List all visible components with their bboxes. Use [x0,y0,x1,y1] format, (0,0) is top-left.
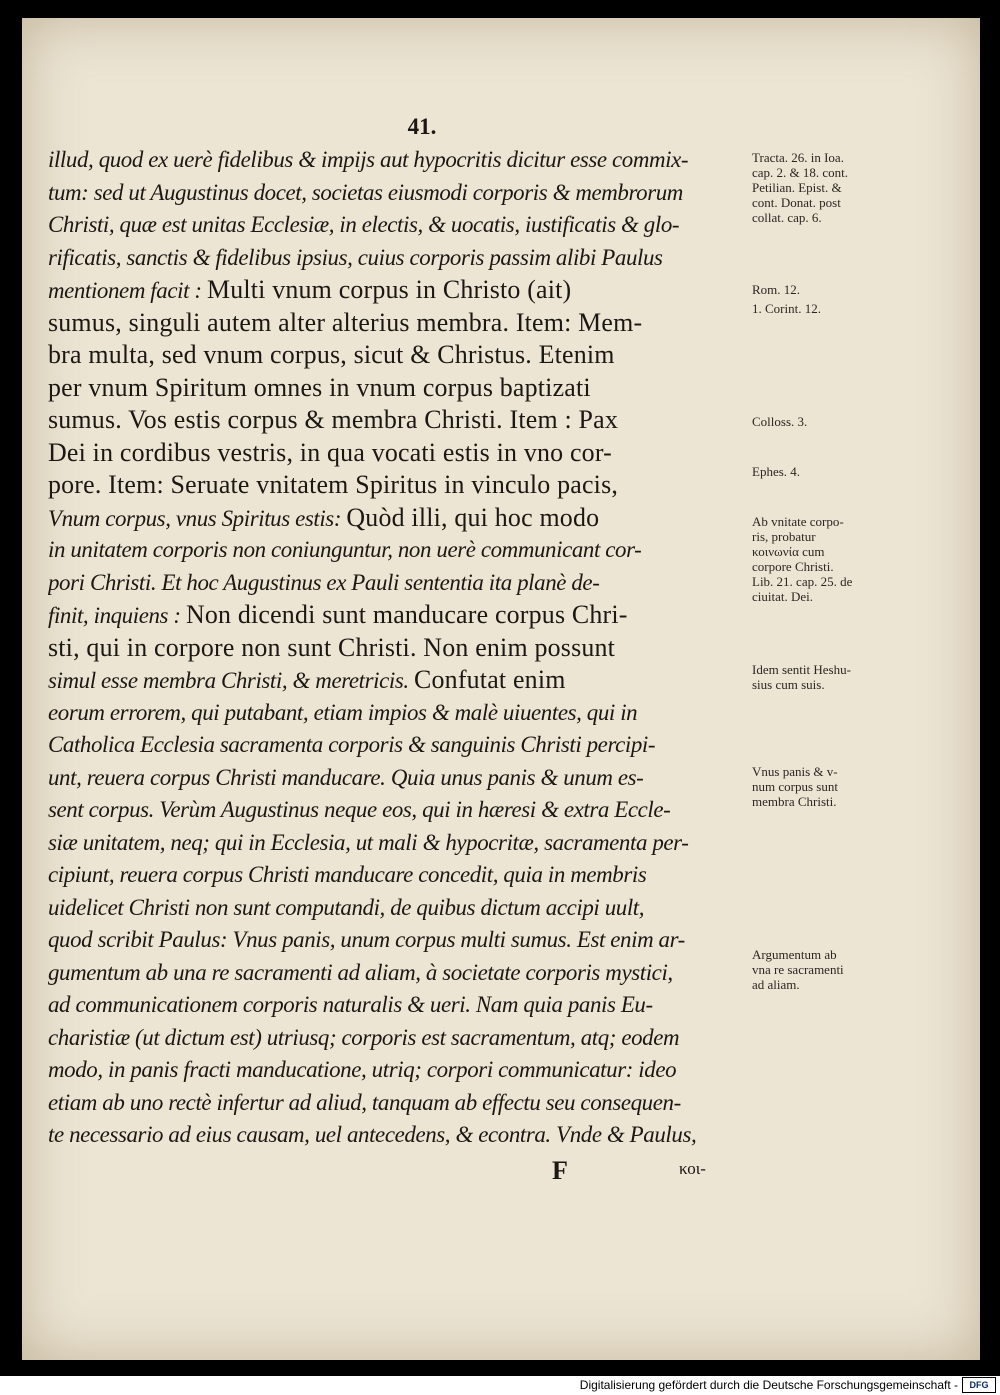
text-line: unt, reuera corpus Christi manducare. Quia unus panis & unum es- [48,764,644,790]
margin-note-vnus-panis: Vnus panis & v- num corpus sunt membra Christi. [752,764,838,809]
text-line [48,599,758,632]
text-line: tum: sed ut Augustinus docet, societas eiusmodi corporis & membrorum [48,179,683,205]
text-line [48,274,758,307]
text-line: siæ unitatem, neq; qui in Ecclesia, ut mali & hypocritæ, sacramenta per- [48,829,689,855]
text-line: modo, in panis fracti manducatione, utriq; corpori communicatur: ideo [48,1057,677,1082]
text-line: te necessario ad eius causam, uel antecedens, & econtra. Vnde & Paulus, [48,1122,697,1147]
italic-segment: finit, inquiens : [48,603,186,628]
italic-segment: simul esse membra Christi, & meretricis. [48,668,415,693]
text-line: cipiunt, reuera corpus Christi manducare concedit, quia in membris [48,862,647,887]
text-line: sti, qui in corpore non sunt Christi. Non enim possunt [48,632,616,662]
text-line: Christi, quæ est unitas Ecclesiæ, in electis, & uocatis, iustificatis & glo- [48,212,680,237]
main-text-block [48,144,758,1152]
text-line: Dei in cordibus vestris, in qua vocati estis in vno cor- [48,437,612,467]
text-line: Catholica Ecclesia sacramenta corporis & sanguinis Christi percipi- [48,732,656,757]
page-number: 41. [407,114,437,139]
text-line: per vnum Spiritum omnes in vnum corpus baptizati [48,372,591,402]
text-line: gumentum ab una re sacramenti ad aliam, à societate corporis mystici, [48,959,673,985]
margin-note-heshusius: Idem sentit Heshu- sius cum suis. [752,662,851,692]
dfg-logo: DFG [962,1377,996,1393]
footer-credit: Digitalisierung gefördert durch die Deutsche Forschungsgemeinschaft - [579,1378,958,1392]
margin-note-unitate: Ab vnitate corpo- ris, probatur κοινωνία cum corpore Christi. Lib. 21. cap. 25. de ciuitat. Dei. [752,514,853,604]
margin-note-ephesians: Ephes. 4. [752,464,801,479]
text-line: uidelicet Christi non sunt computandi, de quibus dictum accipi uult, [48,894,645,920]
text-line [48,664,758,697]
italic-segment: Vnum corpus, vnus Spiritus estis: [48,505,347,531]
margin-note-colossians: Colloss. 3. [752,414,808,429]
roman-segment: Quòd illi, qui hoc modo [346,502,600,532]
text-line: quod scribit Paulus: Vnus panis, unum corpus multi sumus. Est enim ar- [48,927,685,952]
catchword: κοι- [679,1159,706,1178]
text-line: bra multa, sed vnum corpus, sicut & Christus. Etenim [48,340,615,369]
roman-segment: Confutat enim [414,665,566,694]
margin-note-tractatus: Tracta. 26. in Ioa. cap. 2. & 18. cont. Petilian. Epist. & cont. Donat. post collat. cap. 6. [752,150,849,225]
text-line: sumus, singuli autem alter alterius membra. Item: Mem- [48,307,643,337]
text-line: pore. Item: Seruate vnitatem Spiritus in vinculo pacis, [48,470,619,499]
margin-note-corinthians: 1. Corint. 12. [752,301,821,316]
book-page [22,18,980,1360]
text-line: illud, quod ex uerè fidelibus & impijs aut hypocritis dicitur esse commix- [48,147,689,172]
signature-mark: F [552,1156,568,1185]
text-line: ad communicationem corporis naturalis & ueri. Nam quia panis Eu- [48,992,653,1017]
text-line [48,502,758,535]
text-line: pori Christi. Et hoc Augustinus ex Pauli sententia ita planè de- [48,569,600,595]
footer-bar [0,1376,1000,1395]
margin-notes [732,18,982,1318]
text-line: sent corpus. Verùm Augustinus neque eos, qui in hæresi & extra Eccle- [48,797,671,822]
text-line: etiam ab uno rectè infertur ad aliud, tanquam ab effectu seu consequen- [48,1089,681,1115]
text-line: charistiæ (ut dictum est) utriusq; corporis est sacramentum, atq; eodem [48,1024,680,1050]
roman-segment: Multi vnum corpus in Christo (ait) [206,275,572,304]
italic-segment: mentionem facit : [48,278,207,303]
roman-segment: Non dicendi sunt manducare corpus Chri- [185,600,628,629]
margin-note-romans: Rom. 12. [752,282,801,297]
margin-note-argumentum: Argumentum ab vna re sacramenti ad aliam. [752,947,844,992]
text-line: eorum errorem, qui putabant, etiam impios & malè uiuentes, qui in [48,699,638,725]
text-line: sumus. Vos estis corpus & membra Christi. Item : Pax [48,405,619,434]
text-line: rificatis, sanctis & fidelibus ipsius, cuius corporis passim alibi Paulus [48,244,663,270]
text-line: in unitatem corporis non coniunguntur, non uerè communicant cor- [48,537,642,562]
